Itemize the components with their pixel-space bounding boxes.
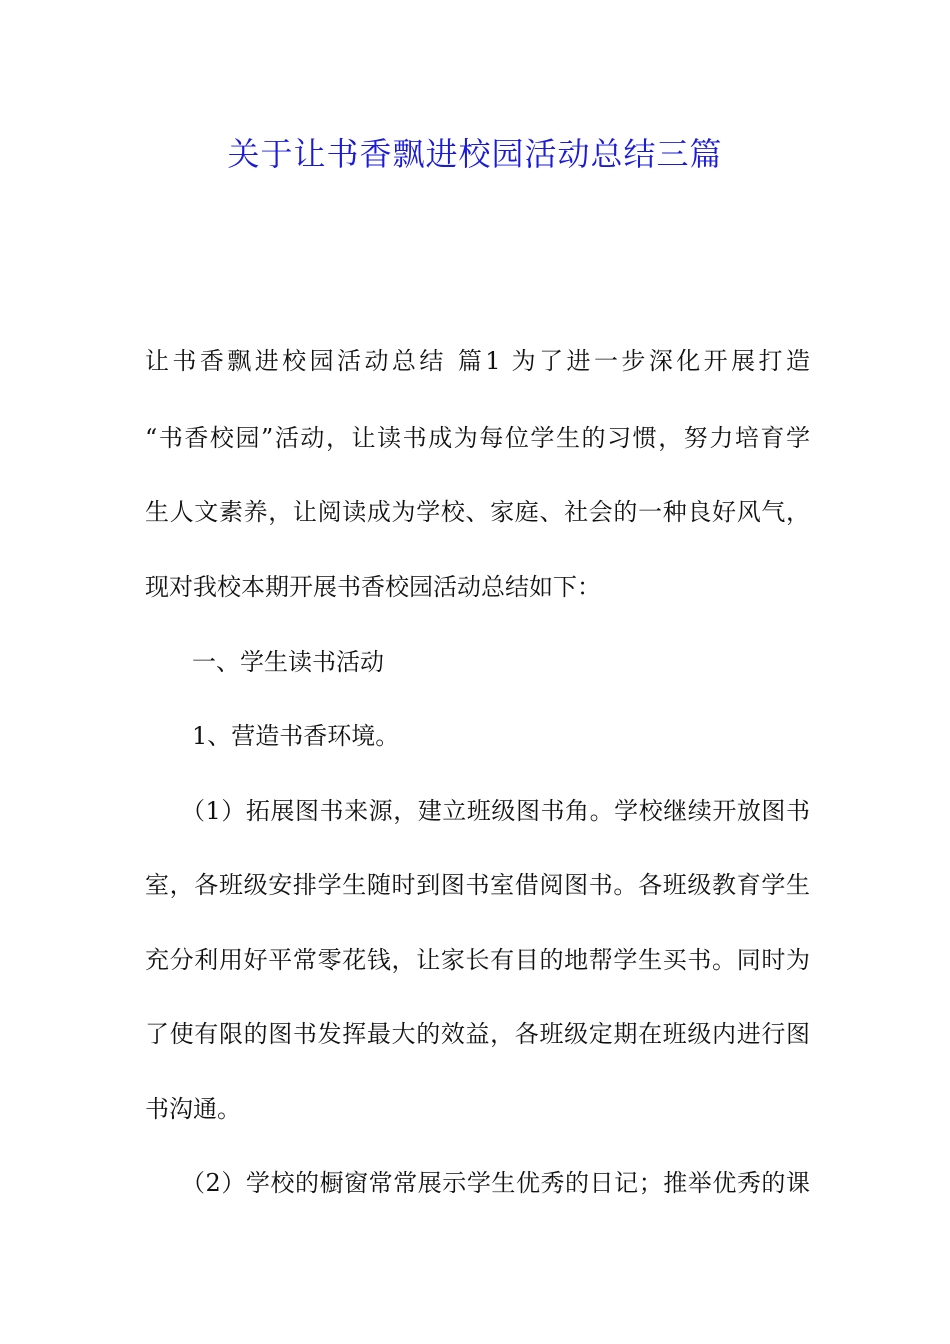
paragraph-line: （2）学校的橱窗常常展示学生优秀的日记；推举优秀的课: [181, 1169, 810, 1197]
paragraph-line: “书香校园”活动，让读书成为每位学生的习惯，努力培育学: [145, 424, 810, 452]
paragraph-line: 充分利用好平常零花钱，让家长有目的地帮学生买书。同时为: [145, 946, 810, 974]
subsection-heading: 1、营造书香环境。: [192, 722, 400, 750]
paragraph-line: 书沟通。: [145, 1095, 241, 1123]
paragraph-line: 现对我校本期开展书香校园活动总结如下：: [145, 573, 601, 601]
paragraph-line: 让书香飘进校园活动总结 篇1 为了进一步深化开展打造: [145, 347, 810, 375]
paragraph-line: 了使有限的图书发挥最大的效益，各班级定期在班级内进行图: [145, 1020, 810, 1048]
paragraph-line: （1）拓展图书来源，建立班级图书角。学校继续开放图书: [181, 797, 810, 825]
document-title: 关于让书香飘进校园活动总结三篇: [227, 135, 723, 173]
section-heading: 一、学生读书活动: [192, 648, 384, 676]
paragraph-line: 生人文素养，让阅读成为学校、家庭、社会的一种良好风气，: [145, 498, 810, 526]
paragraph-line: 室，各班级安排学生随时到图书室借阅图书。各班级教育学生: [145, 871, 810, 899]
